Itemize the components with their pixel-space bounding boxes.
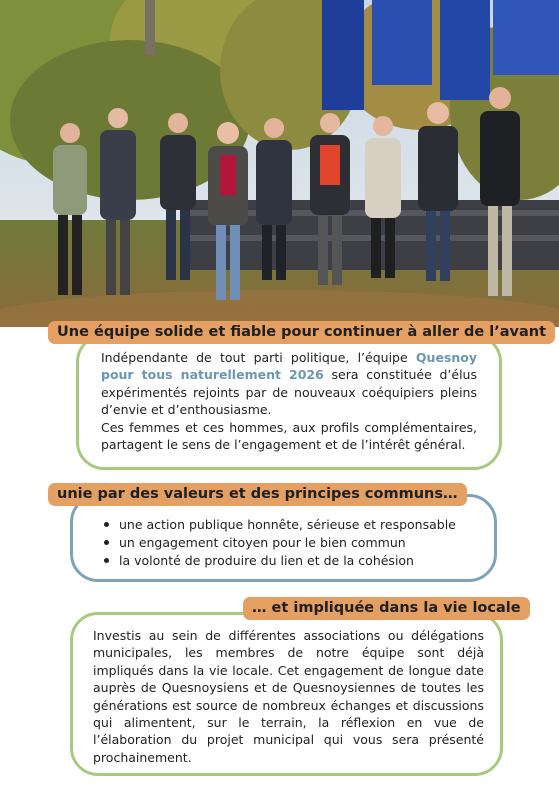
section3-paragraph: Investis au sein de différentes associations ou délégations municipales, les membres de notre équipe sont déjà impliqués dans la vie locale. Cet engagement de longue date auprès de Quesnoysiens et de Quesnoysiennes de toutes les générations est source de nombreux échanges et discussions qui alimentent, sur le terrain, la réflexion en vue de l’élaboration du projet municipal qui vous sera présenté prochainement. (93, 628, 484, 765)
section1-box (76, 334, 502, 470)
section1-banner: Une équipe solide et fiable pour continuer à aller de l’avant (48, 321, 555, 344)
section1-paragraph2: Ces femmes et ces hommes, aux profils complémentaires, partagent le sens de l’engagement et de l’intérêt général. (101, 419, 477, 453)
list-item: une action publique honnête, sérieuse et responsable (99, 516, 484, 534)
team-photo (0, 0, 559, 327)
team-name-highlight: Quesnoy pour tous naturellement 2026 (101, 350, 477, 383)
section2-box (70, 494, 497, 582)
section2-banner: unie par des valeurs et des principes communs… (48, 483, 467, 506)
section1-paragraph1: Indépendante de tout parti politique, l’équipe Quesnoy pour tous naturellement 2026 sera constituée d’élus expérimentés rejoints par de nouveaux coéquipiers pleins d’envie et d’enthousiasme. (101, 350, 477, 418)
values-list (99, 516, 484, 570)
section3-banner: … et impliquée dans la vie locale (243, 597, 530, 620)
list-item: un engagement citoyen pour le bien commun (99, 534, 484, 552)
section3-box (70, 612, 503, 776)
group-photo-icon (0, 0, 559, 327)
list-item: la volonté de produire du lien et de la cohésion (99, 552, 484, 570)
